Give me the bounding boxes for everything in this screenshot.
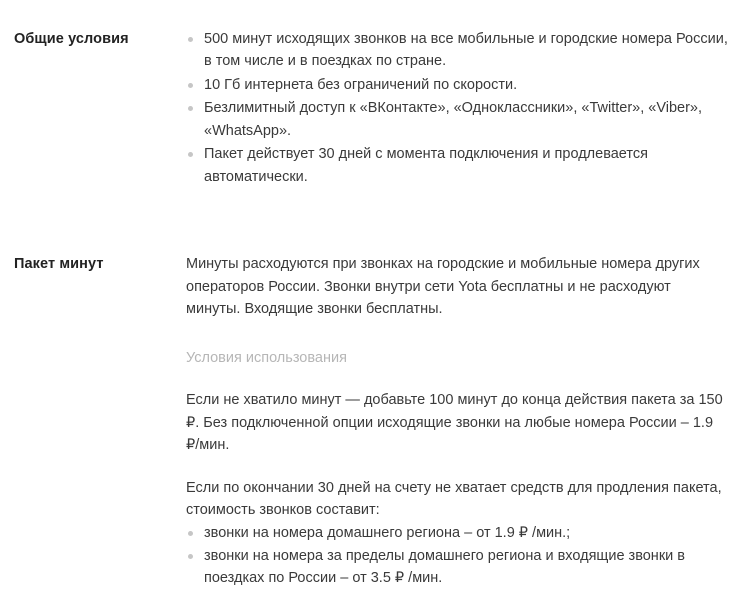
minutes-rates-list [186,522,729,590]
minutes-paragraph-two: Если по окончании 30 дней на счету не хватает средств для продления пакета, стоимость звонков составит: [186,479,722,519]
list-item: Безлимитный доступ к «ВКонтакте», «Одноклассники», «Twitter», «Viber», «WhatsApp». [186,97,729,142]
section-title-general: Общие условия [14,31,129,47]
minutes-intro-text: Минуты расходуются при звонках на городские и мобильные номера других операторов России. Звонки внутри сети Yota бесплатны и не расходуют минуты. Входящие звонки бесплатны. [186,256,700,318]
section-general-conditions [14,28,729,189]
general-conditions-list [186,28,729,188]
list-item: 500 минут исходящих звонков на все мобильные и городские номера России, в том числе и в поездках по стране. [186,28,729,73]
section-body-general [186,28,729,189]
list-item: Пакет действует 30 дней с момента подключения и продлевается автоматически. [186,143,729,188]
section-title-minutes: Пакет минут [14,256,104,273]
section-minutes-package [14,253,729,591]
spacer [186,321,729,347]
spacer [186,369,729,389]
spacer [186,457,729,477]
section-divider-spacer [14,189,729,253]
list-item: звонки на номера домашнего региона – от 1.9 ₽ /мин.; [186,522,729,544]
list-item: 10 Гб интернета без ограничений по скорости. [186,74,729,96]
minutes-paragraph-one: Если не хватило минут — добавьте 100 минут до конца действия пакета за 150 ₽. Без подключенной опции исходящие звонки на любые номера России – 1.9 ₽/мин. [186,392,723,454]
list-item: звонки на номера за пределы домашнего региона и входящие звонки в поездках по России – от 3.5 ₽ /мин. [186,545,729,590]
usage-conditions-subheading: Условия использования [186,349,347,366]
section-body-minutes [186,253,729,591]
